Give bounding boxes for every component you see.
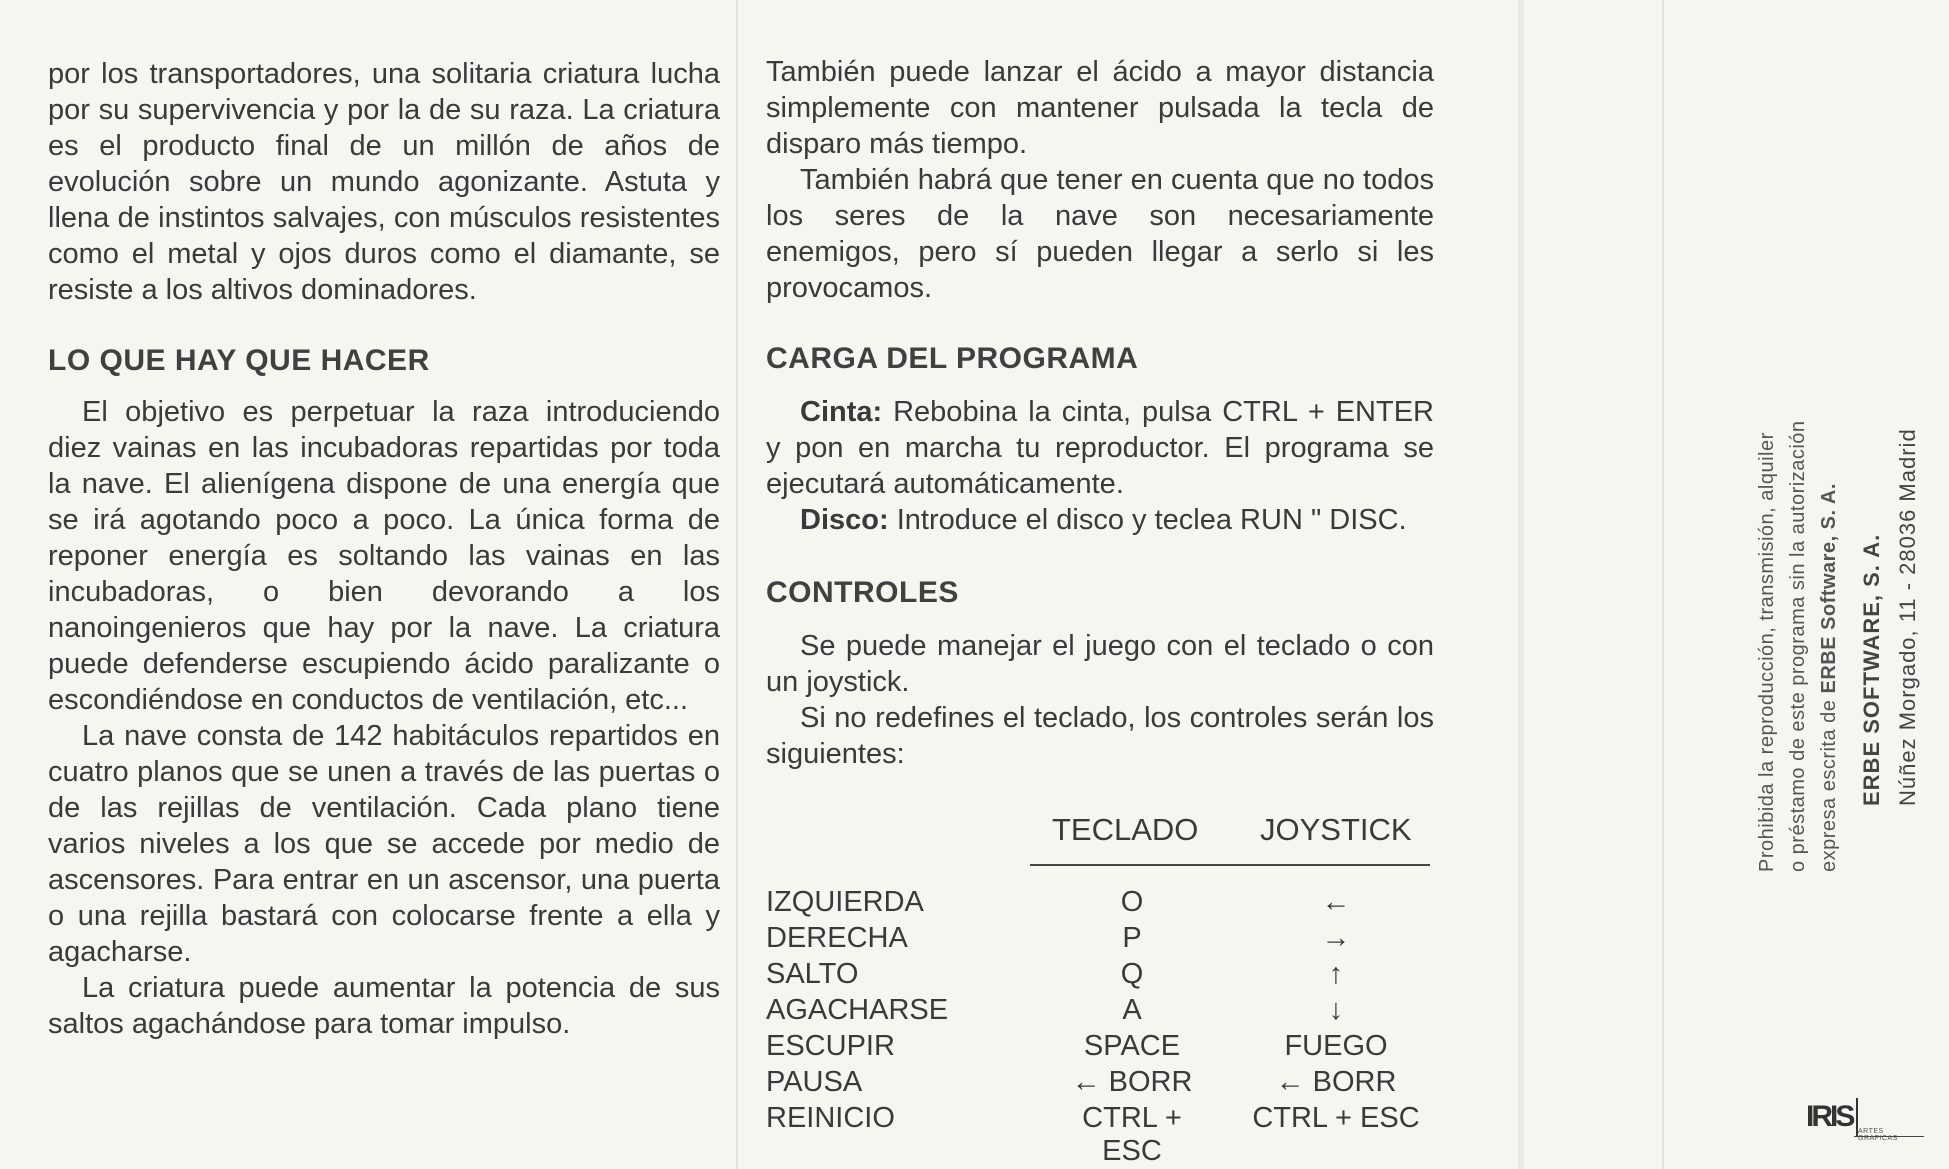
legal-notice [1752,420,1845,872]
section-heading-loading: CARGA DEL PROGRAMA [766,342,1139,375]
action-label: SALTO [766,958,859,990]
legal-line: Prohibida la reproducción, transmisión, alquiler [1756,432,1778,872]
table-row [766,994,1434,1030]
controls-default-paragraph: Si no redefines el teclado, los controles serán los siguientes: [766,702,1434,770]
fold-line-left [736,0,738,1169]
tape-label: Cinta: [800,396,883,428]
controls-table [766,812,1434,1167]
keyboard-key: Q [1120,958,1144,990]
keyboard-key: A [1122,994,1142,1026]
jump-paragraph: La criatura puede aumentar la potencia de sus saltos agachándose para tomar impulso. [48,972,720,1040]
legal-line: o préstamo de este programa sin la autorización [1787,420,1809,872]
table-row [766,1066,1434,1102]
printer-logo-mark: IRIS [1806,1098,1858,1136]
tape-text: Rebobina la cinta, pulsa CTRL + ENTER y pon en marcha tu reproductor. El programa se ejecutará automáticamente. [766,396,1434,500]
ship-paragraph: La nave consta de 142 habitáculos repartidos en cuatro planos que se unen a través de las puertas o de las rejillas de ventilación. Cada plano tiene varios niveles a los que se accede por medio de ascensores. Para entrar en un ascensor, una puerta o una rejilla bastará con colocarse frente a ella y agacharse. [48,720,720,968]
fold-line-right [1518,0,1524,1169]
legal-line [1814,420,1845,872]
action-label: IZQUIERDA [766,886,924,918]
joystick-input: ← [1321,886,1351,918]
publisher-name: ERBE SOFTWARE, S. A. [1859,533,1884,806]
publisher-address [1854,428,1926,806]
table-row [766,958,1434,994]
tape-instructions [766,394,1434,502]
table-row [766,1030,1434,1066]
objective-paragraph: El objetivo es perpetuar la raza introduciendo diez vainas en las incubadoras repartidas por toda la nave. El alienígena dispone de una energía que se irá agotando poco a poco. La única forma de reponer energía es soltando las vainas en las incubadoras, o bien devorando a los nanoingenieros que hay por la nave. La criatura puede defenderse escupiendo ácido paralizante o escondiéndose en conductos de ventilación, etc... [48,396,720,716]
disc-label: Disco: [800,504,889,536]
enemies-paragraph: También habrá que tener en cuenta que no todos los seres de la nave son necesariamente enemigos, pero sí pueden llegar a serlo si les provocamos. [766,164,1434,304]
joystick-input: ← BORR [1275,1066,1397,1098]
keyboard-key: CTRL + ESC [1082,1102,1182,1167]
joystick-input: FUEGO [1284,1030,1388,1062]
keyboard-key: O [1120,886,1144,918]
intro-paragraph: por los transportadores, una solitaria criatura lucha por su supervivencia y por la de su raza. La criatura es el producto final de un millón de años de evolución sobre un mundo agonizante. Astuta y llena de instintos salvajes, con músculos resistentes como el metal y ojos duros como el diamante, se resiste a los altivos dominadores. [48,58,720,306]
publisher-street: Núñez Morgado, 11 - 28036 Madrid [1895,428,1920,806]
joystick-input: CTRL + ESC [1252,1102,1420,1134]
disc-text: Introduce el disco y teclea RUN " DISC. [888,504,1407,536]
column-header-keyboard: TECLADO [1052,812,1199,847]
table-row [766,886,1434,922]
middle-column [766,54,1434,1169]
table-header-rule [1030,864,1430,866]
keyboard-key: P [1122,922,1142,954]
fold-line-far [1662,0,1664,1169]
joystick-input: → [1321,922,1351,954]
action-label: PAUSA [766,1066,863,1098]
keyboard-key: ← BORR [1071,1066,1193,1098]
section-heading-what-to-do: LO QUE HAY QUE HACER [48,344,430,377]
joystick-input: ↑ [1328,958,1344,990]
table-row [766,922,1434,958]
legal-company: ERBE Software, S. A. [1818,483,1840,694]
keyboard-key: SPACE [1083,1030,1181,1062]
disc-instructions [766,502,1434,538]
action-label: DERECHA [766,922,908,954]
section-heading-controls: CONTROLES [766,576,959,609]
acid-paragraph: También puede lanzar el ácido a mayor distancia simplemente con mantener pulsada la tecla de disparo más tiempo. [766,56,1434,160]
controls-intro-paragraph: Se puede manejar el juego con el teclado o con un joystick. [766,630,1434,698]
column-header-joystick: JOYSTICK [1260,812,1412,847]
action-label: AGACHARSE [766,994,949,1026]
left-column [48,56,720,1169]
legal-line-prefix: expresa escrita de [1818,693,1840,872]
printer-logo [1806,1098,1924,1142]
action-label: ESCUPIR [766,1030,895,1062]
printer-logo-subtitle: ARTES GRAFICAS [1858,1128,1898,1142]
action-label: REINICIO [766,1102,895,1134]
table-row [766,1102,1434,1167]
joystick-input: ↓ [1328,994,1344,1026]
